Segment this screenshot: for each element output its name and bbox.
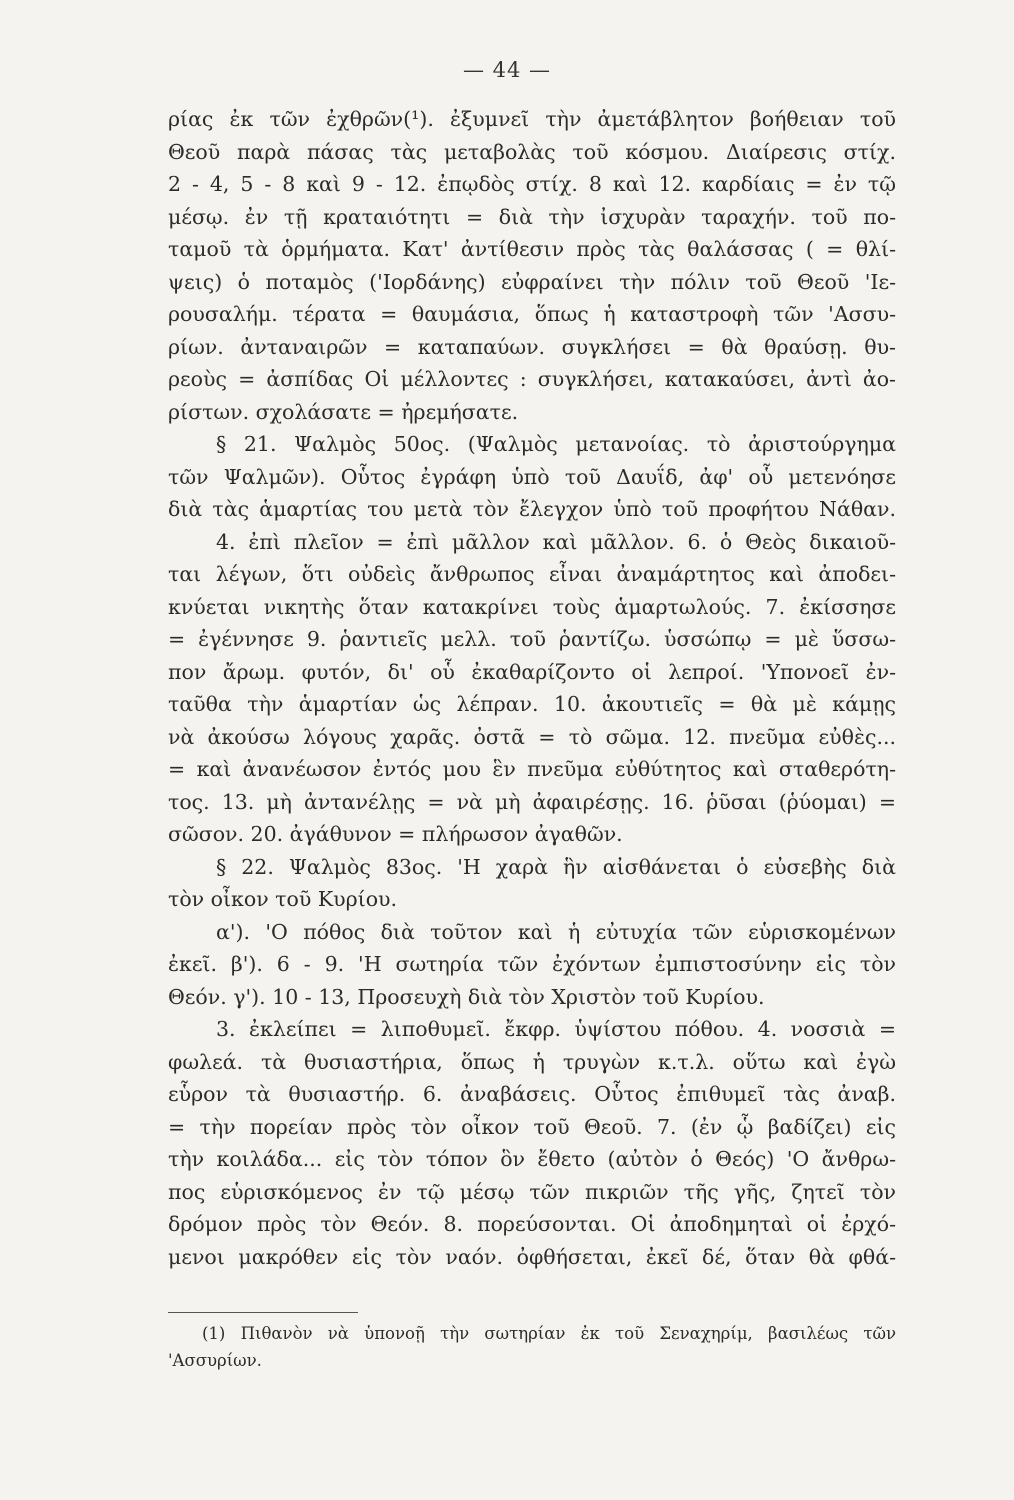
text-line: τὸν οἶκον τοῦ Κυρίου.: [168, 887, 398, 911]
text-line: νὰ ἀκούσω λόγους χαρᾶς. ὀστᾶ = τὸ σῶμα. 12. πνεῦμα εὐθὲς...: [168, 724, 896, 749]
text-line: ρίστων. σχολάσατε = ἠρεμήσατε.: [168, 399, 519, 424]
text-line: κνύεται νικητὴς ὅταν κατακρίνει τοὺς ἁμαρτωλούς. 7. ἐκίσσησε: [168, 594, 896, 619]
page-number: — 44 —: [462, 58, 552, 82]
text-line: Θεόν. γ'). 10 - 13, Προσευχὴ διὰ τὸν Χριστὸν τοῦ Κυρίου.: [168, 984, 765, 1009]
text-line: ρίων. ἀνταναιρῶν = καταπαύων. συγκλήσει = θὰ θραύσῃ. θυ-: [168, 334, 896, 359]
text-line: = ἐγέννησε 9. ῥαντιεῖς μελλ. τοῦ ῥαντίζω. ὑσσώπῳ = μὲ ὕσσω-: [168, 627, 896, 651]
footnote-divider: [168, 1312, 358, 1313]
footnote: [168, 1320, 896, 1374]
text-line: 4. ἐπὶ πλεῖον = ἐπὶ μᾶλλον καὶ μᾶλλον. 6. ὁ Θεὸς δικαιοῦ-: [216, 529, 896, 554]
text-line: διὰ τὰς ἁμαρτίας του μετὰ τὸν ἔλεγχον ὑπὸ τοῦ προφήτου Νάθαν.: [168, 497, 896, 521]
text-line: Θεοῦ παρὰ πάσας τὰς μεταβολὰς τοῦ κόσμου. Διαίρεσις στίχ.: [168, 139, 896, 164]
text-line: ται λέγων, ὅτι οὐδεὶς ἄνθρωπος εἶναι ἀναμάρτητος καὶ ἀποδει-: [168, 562, 896, 586]
text-line: ρίας ἐκ τῶν ἐχθρῶν(¹). ἐξυμνεῖ τὴν ἀμετάβλητον βοήθειαν τοῦ: [168, 107, 896, 131]
text-line: τος. 13. μὴ ἀντανέλῃς = νὰ μὴ ἀφαιρέσῃς. 16. ῥῦσαι (ῥύομαι) =: [168, 789, 896, 814]
text-line: α'). 'Ο πόθος διὰ τοῦτον καὶ ἡ εὐτυχία τῶν εὑρισκομένων: [216, 919, 896, 944]
text-line: φωλεά. τὰ θυσιαστήρια, ὅπως ἡ τρυγὼν κ.τ.λ. οὕτω καὶ ἐγὼ: [168, 1049, 896, 1074]
text-line: § 22. Ψαλμὸς 83ος. 'Η χαρὰ ἣν αἰσθάνεται ὁ εὐσεβὴς διὰ: [216, 854, 896, 879]
text-line: = τὴν πορείαν πρὸς τὸν οἶκον τοῦ Θεοῦ. 7. (ἐν ᾧ βαδίζει) εἰς: [168, 1114, 896, 1139]
body-text: [168, 103, 896, 1273]
text-line: = καὶ ἀνανέωσον ἐντός μου ἓν πνεῦμα εὐθύτητος καὶ σταθερότη-: [168, 757, 896, 781]
text-line: 3. ἐκλείπει = λιποθυμεῖ. ἔκφρ. ὑψίστου πόθου. 4. νοσσιὰ =: [216, 1017, 896, 1041]
footnote-line: (1) Πιθανὸν νὰ ὑπονοῇ τὴν σωτηρίαν ἐκ τοῦ Σεναχηρίμ, βασιλέως τῶν: [202, 1324, 896, 1343]
text-line: δρόμον πρὸς τὸν Θεόν. 8. πορεύσονται. Οἱ ἀποδημηταὶ οἱ ἐρχό-: [168, 1212, 896, 1236]
text-line: ρεοὺς = ἀσπίδας Οἱ μέλλοντες : συγκλήσει, κατακαύσει, ἀντὶ ἀο-: [168, 367, 896, 391]
text-line: ἐκεῖ. β'). 6 - 9. 'Η σωτηρία τῶν ἐχόντων ἐμπιστοσύνην εἰς τὸν: [168, 952, 896, 976]
text-line: § 21. Ψαλμὸς 50ος. (Ψαλμὸς μετανοίας. τὸ ἀριστούργημα: [216, 432, 896, 456]
text-line: πος εὑρισκόμενος ἐν τῷ μέσῳ τῶν πικριῶν τῆς γῆς, ζητεῖ τὸν: [168, 1179, 896, 1204]
text-line: πον ἄρωμ. φυτόν, δι' οὗ ἐκαθαρίζοντο οἱ λεπροί. 'Υπονοεῖ ἐν-: [168, 659, 896, 684]
text-line: ρουσαλήμ. τέρατα = θαυμάσια, ὅπως ἡ καταστροφὴ τῶν 'Ασσυ-: [168, 302, 896, 326]
text-line: μέσῳ. ἐν τῇ κραταιότητι = διὰ τὴν ἰσχυρὰν ταραχήν. τοῦ πο-: [168, 204, 896, 229]
text-line: ψεις) ὁ ποταμὸς ('Ιορδάνης) εὐφραίνει τὴν πόλιν τοῦ Θεοῦ 'Ιε-: [168, 269, 896, 294]
text-line: ταμοῦ τὰ ὁρμήματα. Κατ' ἀντίθεσιν πρὸς τὰς θαλάσσας ( = θλί-: [168, 237, 896, 261]
text-line: τῶν Ψαλμῶν). Οὗτος ἐγράφη ὑπὸ τοῦ Δαυΐδ, ἀφ' οὗ μετενόησε: [168, 464, 896, 489]
footnote-line: 'Ασσυρίων.: [168, 1351, 262, 1370]
text-line: 2 - 4, 5 - 8 καὶ 9 - 12. ἐπῳδὸς στίχ. 8 καὶ 12. καρδίαις = ἐν τῷ: [168, 172, 896, 196]
text-line: τὴν κοιλάδα... εἰς τὸν τόπον ὃν ἔθετο (αὐτὸν ὁ Θεός) 'Ο ἄνθρω-: [168, 1147, 896, 1171]
text-line: εὗρον τὰ θυσιαστήρ. 6. ἀναβάσεις. Οὗτος ἐπιθυμεῖ τὰς ἀναβ.: [168, 1082, 896, 1106]
text-line: μενοι μακρόθεν εἰς τὸν ναόν. ὀφθήσεται, ἐκεῖ δέ, ὅταν θὰ φθά-: [168, 1244, 896, 1269]
text-line: σῶσον. 20. ἀγάθυνον = πλήρωσον ἀγαθῶν.: [168, 822, 623, 846]
text-line: ταῦθα τὴν ἁμαρτίαν ὡς λέπραν. 10. ἀκουτιεῖς = θὰ μὲ κάμῃς: [168, 692, 896, 716]
